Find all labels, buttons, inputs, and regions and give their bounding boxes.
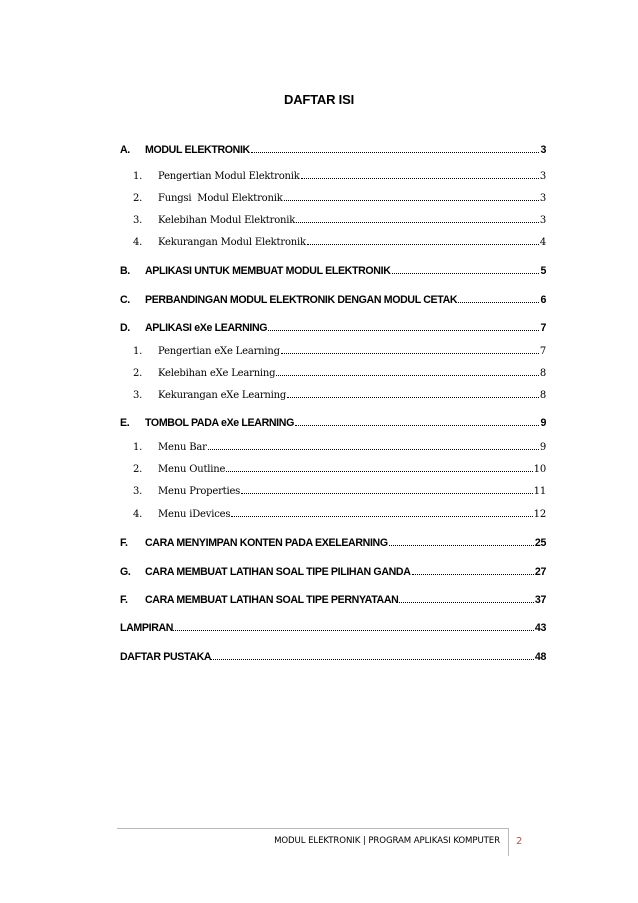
toc-letter: A. bbox=[120, 144, 130, 156]
toc-label: Menu Outline bbox=[158, 464, 226, 475]
toc-letter: B. bbox=[120, 265, 130, 277]
dot-leader bbox=[226, 470, 532, 472]
toc-entry-e1[interactable] bbox=[120, 437, 546, 453]
toc-entry-d3[interactable] bbox=[120, 385, 546, 401]
toc-label: Menu Properties bbox=[158, 486, 241, 497]
toc-entry-g[interactable] bbox=[120, 562, 546, 578]
toc-label: CARA MEMBUAT LATIHAN SOAL TIPE PILIHAN GANDA bbox=[145, 566, 411, 578]
dot-leader bbox=[458, 301, 539, 303]
toc-label: DAFTAR PUSTAKA bbox=[120, 651, 212, 663]
toc-label: Kekurangan eXe Learning bbox=[158, 390, 287, 401]
dot-leader bbox=[231, 515, 532, 517]
dot-leader bbox=[392, 272, 540, 274]
dot-leader bbox=[389, 544, 534, 546]
toc-number: 4. bbox=[133, 509, 143, 520]
toc-entry-a1[interactable] bbox=[120, 166, 546, 182]
toc-page: 9 bbox=[539, 442, 546, 453]
dot-leader bbox=[307, 243, 539, 245]
dot-leader bbox=[412, 573, 534, 575]
toc-label: CARA MEMBUAT LATIHAN SOAL TIPE PERNYATAAN bbox=[145, 594, 399, 606]
toc-entry-a3[interactable] bbox=[120, 210, 546, 226]
toc-entry-a4[interactable] bbox=[120, 232, 546, 248]
toc-number: 3. bbox=[133, 486, 143, 497]
toc-label: APLIKASI eXe LEARNING bbox=[145, 322, 268, 334]
page-number: 2 bbox=[516, 836, 523, 847]
toc-number: 2. bbox=[133, 368, 143, 379]
toc-label: Menu Bar bbox=[158, 442, 207, 453]
toc-letter: F. bbox=[120, 537, 128, 549]
toc-number: 4. bbox=[133, 237, 143, 248]
toc-entry-e[interactable] bbox=[120, 413, 546, 429]
toc-letter: C. bbox=[120, 294, 130, 306]
toc-label: Fungsi Modul Elektronik bbox=[158, 193, 283, 204]
toc-page: 8 bbox=[539, 368, 546, 379]
toc-entry-c[interactable] bbox=[120, 290, 546, 306]
dot-leader bbox=[281, 352, 539, 354]
toc-page: 8 bbox=[539, 390, 546, 401]
dot-leader bbox=[284, 199, 539, 201]
toc-entry-e2[interactable] bbox=[120, 459, 546, 475]
toc-page: 48 bbox=[534, 651, 546, 663]
toc-page: 3 bbox=[540, 144, 546, 156]
toc-entry-e3[interactable] bbox=[120, 481, 546, 497]
toc-page: 10 bbox=[533, 464, 546, 475]
footer-page-box bbox=[508, 828, 554, 856]
toc-entry-d[interactable] bbox=[120, 318, 546, 334]
dot-leader bbox=[399, 601, 533, 603]
toc-page: 3 bbox=[539, 171, 546, 182]
toc-page: 12 bbox=[533, 509, 546, 520]
toc-label: Menu iDevices bbox=[158, 509, 231, 520]
toc-number: 3. bbox=[133, 215, 143, 226]
toc-page: 7 bbox=[540, 322, 546, 334]
dot-leader bbox=[241, 492, 533, 494]
dot-leader bbox=[276, 374, 538, 376]
toc-page: 25 bbox=[534, 537, 546, 549]
toc-label: Pengertian eXe Learning bbox=[158, 346, 280, 357]
toc-page: 3 bbox=[539, 215, 546, 226]
toc-entry-f[interactable] bbox=[120, 533, 546, 549]
footer-text: MODUL ELEKTRONIK | PROGRAM APLIKASI KOMPUTER bbox=[274, 836, 500, 846]
toc-label: TOMBOL PADA eXe LEARNING bbox=[145, 417, 294, 429]
toc-label: APLIKASI UNTUK MEMBUAT MODUL ELEKTRONIK bbox=[145, 265, 391, 277]
toc-label: Kekurangan Modul Elektronik bbox=[158, 237, 306, 248]
dot-leader bbox=[301, 177, 539, 179]
toc-entry-f2[interactable] bbox=[120, 590, 546, 606]
toc-page: 4 bbox=[539, 237, 546, 248]
toc-entry-a[interactable] bbox=[120, 140, 546, 156]
toc-label: PERBANDINGAN MODUL ELEKTRONIK DENGAN MODUL CETAK bbox=[145, 294, 458, 306]
toc-page: 6 bbox=[540, 294, 546, 306]
toc-entry-b[interactable] bbox=[120, 261, 546, 277]
dot-leader bbox=[287, 396, 539, 398]
dot-leader bbox=[211, 658, 534, 660]
toc-page: 7 bbox=[539, 346, 546, 357]
page-title: DAFTAR ISI bbox=[284, 92, 354, 107]
toc-page: 43 bbox=[534, 622, 546, 634]
toc-label: Kelebihan Modul Elektronik bbox=[158, 215, 296, 226]
toc-label: MODUL ELEKTRONIK bbox=[145, 144, 250, 156]
toc-label: Kelebihan eXe Learning bbox=[158, 368, 276, 379]
dot-leader bbox=[173, 629, 534, 631]
toc-number: 1. bbox=[133, 171, 143, 182]
toc-label: LAMPIRAN bbox=[120, 622, 174, 634]
toc-number: 2. bbox=[133, 193, 143, 204]
toc-page: 37 bbox=[534, 594, 546, 606]
toc-entry-daftar-pustaka[interactable] bbox=[120, 647, 546, 663]
dot-leader bbox=[268, 329, 539, 331]
dot-leader bbox=[251, 151, 540, 153]
toc-number: 2. bbox=[133, 464, 143, 475]
toc-page: 5 bbox=[540, 265, 546, 277]
toc-entry-e4[interactable] bbox=[120, 504, 546, 520]
toc-label: Pengertian Modul Elektronik bbox=[158, 171, 300, 182]
toc-label: CARA MENYIMPAN KONTEN PADA EXELEARNING bbox=[145, 537, 388, 549]
toc-letter: G. bbox=[120, 566, 131, 578]
toc-entry-d2[interactable] bbox=[120, 363, 546, 379]
toc-letter: E. bbox=[120, 417, 130, 429]
toc-entry-a2[interactable] bbox=[120, 188, 546, 204]
toc-page: 9 bbox=[540, 417, 546, 429]
toc-number: 1. bbox=[133, 346, 143, 357]
toc-page: 11 bbox=[533, 486, 546, 497]
toc-number: 3. bbox=[133, 390, 143, 401]
toc-page: 3 bbox=[539, 193, 546, 204]
dot-leader bbox=[208, 448, 539, 450]
toc-entry-d1[interactable] bbox=[120, 341, 546, 357]
toc-entry-lampiran[interactable] bbox=[120, 618, 546, 634]
toc-letter: D. bbox=[120, 322, 130, 334]
footer-divider bbox=[117, 828, 553, 829]
toc-letter: F. bbox=[120, 594, 128, 606]
dot-leader bbox=[295, 424, 539, 426]
toc-page: 27 bbox=[534, 566, 546, 578]
toc-number: 1. bbox=[133, 442, 143, 453]
dot-leader bbox=[296, 221, 539, 223]
